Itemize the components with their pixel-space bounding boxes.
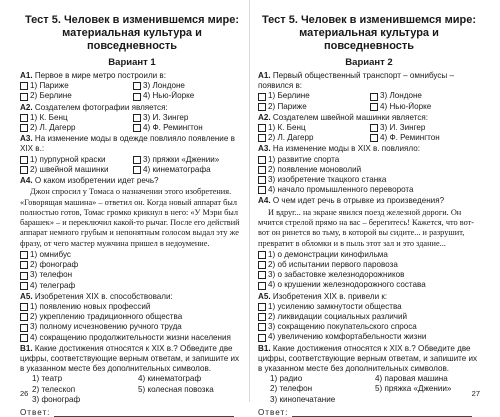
option[interactable]: 4) телеграф	[20, 281, 244, 291]
option[interactable]: 3) И. Зингер	[370, 123, 480, 133]
option[interactable]: 3) полному исчезновению ручного труда	[20, 322, 244, 332]
question-a5: А5. Изобретения XIX в. способствовали:	[20, 291, 173, 301]
page-title: Тест 5. Человек в изменившемся мире: материальная культура и повседневность	[25, 14, 239, 52]
options-a5	[20, 302, 244, 343]
checkbox-icon[interactable]	[258, 282, 266, 290]
checkbox-icon[interactable]	[20, 124, 28, 132]
checkbox-icon[interactable]	[133, 156, 141, 164]
checkbox-icon[interactable]	[258, 271, 266, 279]
checkbox-icon[interactable]	[20, 93, 28, 101]
option[interactable]: 2) телефон	[270, 384, 313, 394]
checkbox-icon[interactable]	[258, 186, 266, 194]
question-b1: В1. Какие достижения относятся к XIX в.? Обведите две цифры, соответствующие верным ответам, и запишите их в указанном месте без дополнительных символов.	[258, 343, 478, 374]
options-a4	[20, 250, 244, 291]
question-a5: А5. Изобретения XIX в. привели к:	[258, 291, 388, 301]
option[interactable]: 1) пурпурной краски	[20, 155, 131, 165]
option[interactable]: 3) кинопечатание	[270, 394, 336, 404]
checkbox-icon[interactable]	[258, 313, 266, 321]
page-number: 27	[471, 389, 480, 398]
option[interactable]: 3) фонограф	[32, 394, 81, 404]
option[interactable]: 4) кинематограф	[138, 374, 202, 384]
question-a1: А1. Первый общественный транспорт – омнибусы – появился в:	[258, 71, 454, 91]
checkbox-icon[interactable]	[258, 176, 266, 184]
options-b1	[258, 374, 480, 405]
options-a3	[20, 155, 244, 175]
option[interactable]: 4) Нью-Йорке	[370, 102, 480, 112]
checkbox-icon[interactable]	[258, 156, 266, 164]
option[interactable]: 4) увеличению комфортабельности жизни	[258, 332, 480, 342]
options-a1	[258, 91, 480, 111]
option[interactable]: 3) изобретение ткацкого станка	[258, 175, 480, 185]
option[interactable]: 3) Лондоне	[133, 81, 244, 91]
checkbox-icon[interactable]	[258, 334, 266, 342]
option[interactable]: 2) фонограф	[20, 260, 244, 270]
option[interactable]: 2) укреплению традиционного общества	[20, 312, 244, 322]
checkbox-icon[interactable]	[20, 82, 28, 90]
checkbox-icon[interactable]	[20, 324, 28, 332]
checkbox-icon[interactable]	[20, 313, 28, 321]
options-a1	[20, 81, 244, 101]
option[interactable]: 4) сокращению продолжительности жизни населения	[20, 333, 244, 343]
option[interactable]: 4) Ф. Ремингтон	[133, 123, 244, 133]
option[interactable]: 2) появление моноволий	[258, 165, 480, 175]
right-page	[250, 0, 500, 417]
checkbox-icon[interactable]	[20, 334, 28, 342]
options-b1	[20, 374, 244, 405]
checkbox-icon[interactable]	[20, 251, 28, 259]
option[interactable]: 1) о демонстрации кинофильма	[258, 250, 480, 260]
options-a5	[258, 302, 480, 343]
checkbox-icon[interactable]	[370, 103, 378, 111]
options-a2	[20, 113, 244, 133]
checkbox-icon[interactable]	[258, 303, 266, 311]
question-a2: А2. Создателем швейной машинки является:	[258, 112, 429, 122]
option[interactable]: 2) Л. Дагерр	[258, 133, 368, 143]
quote-passage: Джон спросил у Томаса о назначении этого изобретения. «Говорящая машина» – ответил он. Когда новый аппарат был полностью готов, Томас громко крикнул в него: «У Мэри был барашек» – и переключил какой-то рычаг. После его действий аппарат немного грубым и непонятным голосом выдал эту же фразу, от чего мастер мужчина пришел в недоумение.	[20, 187, 240, 248]
option[interactable]: 3) И. Зингер	[133, 113, 244, 123]
question-a3: А3. На изменение моды в XIX в. повлияло:	[258, 144, 420, 154]
options-a2	[258, 123, 480, 143]
option[interactable]: 4) Ф. Ремингтон	[370, 133, 480, 143]
variant-heading: Вариант 1	[108, 57, 156, 68]
question-a2: А2. Создателем фотографии является:	[20, 102, 168, 112]
checkbox-icon[interactable]	[20, 303, 28, 311]
option[interactable]: 3) о забастовке железнодорожников	[258, 270, 480, 280]
option[interactable]: 1) Париже	[20, 81, 131, 91]
checkbox-icon[interactable]	[258, 134, 266, 142]
option[interactable]: 3) пряжки «Джении»	[133, 155, 244, 165]
option[interactable]: 2) Л. Дагерр	[20, 123, 131, 133]
checkbox-icon[interactable]	[20, 166, 28, 174]
option[interactable]: 2) телескоп	[32, 384, 76, 394]
option[interactable]: 3) телефон	[20, 270, 244, 280]
page-number: 26	[20, 389, 29, 398]
checkbox-icon[interactable]	[258, 251, 266, 259]
option[interactable]: 5) пряжка «Джении»	[375, 384, 452, 394]
checkbox-icon[interactable]	[370, 93, 378, 101]
question-a4: А4. О каком изобретении идет речь?	[20, 176, 159, 186]
options-a3	[258, 155, 480, 196]
checkbox-icon[interactable]	[133, 93, 141, 101]
option[interactable]: 2) швейной машинки	[20, 165, 131, 175]
checkbox-icon[interactable]	[20, 156, 28, 164]
checkbox-icon[interactable]	[20, 282, 28, 290]
option[interactable]: 4) Нью-Йорке	[133, 91, 244, 101]
option[interactable]: 3) Лондоне	[370, 91, 480, 101]
option[interactable]: 1) К. Бенц	[20, 113, 131, 123]
checkbox-icon[interactable]	[133, 82, 141, 90]
question-b1: В1. Какие достижения относятся к XIX в.? Обведите две цифры, соответствующие верным ответам, и запишите их в указанном месте без дополнительных символов.	[20, 343, 240, 374]
option[interactable]: 1) радио	[270, 374, 303, 384]
checkbox-icon[interactable]	[370, 134, 378, 142]
question-a4: А4. О чем идет речь в отрывке из произведения?	[258, 196, 445, 206]
variant-heading: Вариант 2	[345, 57, 393, 68]
option[interactable]: 1) усилению замкнутости общества	[258, 302, 480, 312]
question-a1: А1. Первое в мире метро построили в:	[20, 71, 166, 80]
option[interactable]: 4) начало промышленного переворота	[258, 185, 480, 195]
checkbox-icon[interactable]	[258, 93, 266, 101]
option[interactable]: 1) К. Бенц	[258, 123, 368, 133]
checkbox-icon[interactable]	[258, 166, 266, 174]
answer-row: Ответ:	[20, 408, 244, 417]
option[interactable]: 2) Париже	[258, 102, 368, 112]
quote-passage: И вдруг... на экране явился поезд железной дороги. Он мчится стрелой прямо на вас – берегитесь! Кажется, что вот-вот он ринется во тьму, в которой вы сидите... и разрушит, превратит в обломки и в пыль этот зал и это здание...	[258, 207, 475, 248]
page-title: Тест 5. Человек в изменившемся мире: материальная культура и повседневность	[262, 14, 476, 52]
checkbox-icon[interactable]	[133, 124, 141, 132]
option[interactable]: 2) Берлине	[20, 91, 131, 101]
option[interactable]: 1) омнибус	[20, 250, 244, 260]
checkbox-icon[interactable]	[258, 103, 266, 111]
option[interactable]: 1) театр	[32, 374, 63, 384]
option[interactable]: 2) об испытании первого паровоза	[258, 260, 480, 270]
option[interactable]: 1) развитие спорта	[258, 155, 480, 165]
option[interactable]: 2) ликвидации социальных различий	[258, 312, 480, 322]
checkbox-icon[interactable]	[133, 166, 141, 174]
checkbox-icon[interactable]	[20, 272, 28, 280]
checkbox-icon[interactable]	[258, 124, 266, 132]
answer-row: Ответ:	[258, 408, 480, 417]
checkbox-icon[interactable]	[258, 323, 266, 331]
checkbox-icon[interactable]	[370, 124, 378, 132]
checkbox-icon[interactable]	[133, 114, 141, 122]
option[interactable]: 1) Берлине	[258, 91, 368, 101]
option[interactable]: 3) сокращению покупательского спроса	[258, 322, 480, 332]
option[interactable]: 4) кинематографа	[133, 165, 244, 175]
option[interactable]: 4) паровая машина	[375, 374, 448, 384]
option[interactable]: 4) о крушении железнодорожного состава	[258, 280, 480, 290]
options-a4	[258, 250, 480, 291]
checkbox-icon[interactable]	[258, 261, 266, 269]
checkbox-icon[interactable]	[20, 261, 28, 269]
checkbox-icon[interactable]	[20, 114, 28, 122]
option[interactable]: 5) колесная повозка	[138, 384, 214, 394]
question-a3: А3. На изменение моды в одежде повлияло появление в XIX в.:	[20, 134, 235, 154]
option[interactable]: 1) появлению новых профессий	[20, 302, 244, 312]
